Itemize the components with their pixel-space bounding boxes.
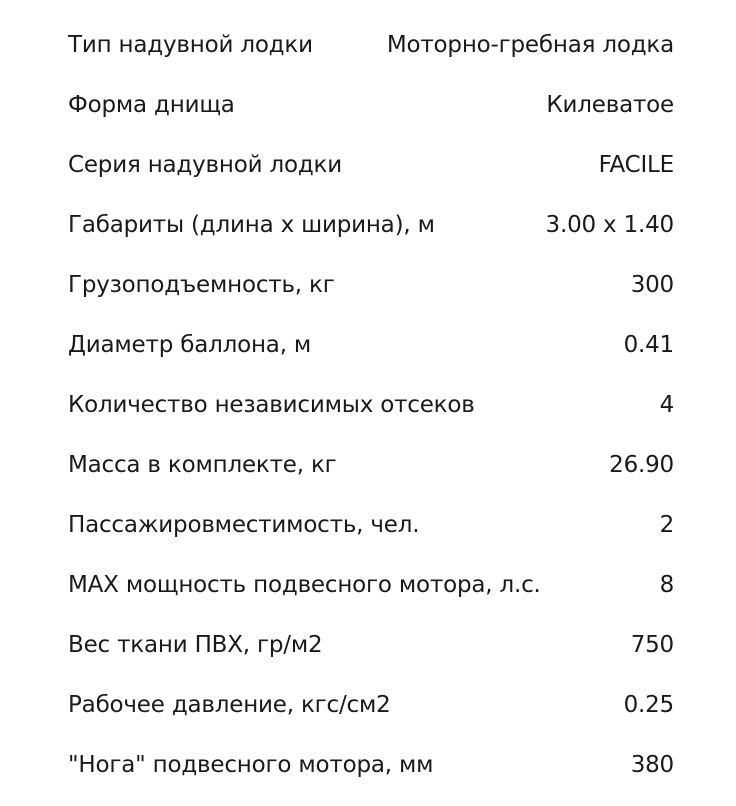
spec-row-pvc-weight (68, 615, 674, 675)
spec-label: Рабочее давление, кгс/см2 (68, 692, 391, 718)
spec-label: "Нога" подвесного мотора, мм (68, 752, 434, 778)
spec-row-max-motor-power (68, 555, 674, 615)
spec-label: Диаметр баллона, м (68, 332, 312, 358)
spec-value: 0.41 (623, 332, 674, 358)
spec-label: Габариты (длина х ширина), м (68, 212, 435, 238)
spec-label: Серия надувной лодки (68, 152, 342, 178)
spec-row-motor-shaft (68, 735, 674, 795)
spec-row-passengers (68, 495, 674, 555)
spec-row-dimensions (68, 195, 674, 255)
spec-row-series (68, 135, 674, 195)
spec-row-working-pressure (68, 675, 674, 735)
spec-row-boat-type (68, 15, 674, 75)
spec-label: Масса в комплекте, кг (68, 452, 337, 478)
spec-value: 8 (659, 572, 674, 598)
spec-value: FACILE (598, 152, 674, 178)
spec-value: 300 (630, 272, 674, 298)
spec-value: 4 (659, 392, 674, 418)
spec-row-tube-diameter (68, 315, 674, 375)
spec-value: 380 (630, 752, 674, 778)
spec-label: MAX мощность подвесного мотора, л.с. (68, 572, 541, 598)
spec-value: 750 (630, 632, 674, 658)
spec-value: 2 (659, 512, 674, 538)
spec-row-compartments (68, 375, 674, 435)
spec-label: Количество независимых отсеков (68, 392, 475, 418)
spec-row-weight (68, 435, 674, 495)
spec-label: Форма днища (68, 92, 235, 118)
spec-label: Грузоподъемность, кг (68, 272, 335, 298)
spec-label: Вес ткани ПВХ, гр/м2 (68, 632, 323, 658)
spec-label: Пассажировместимость, чел. (68, 512, 420, 538)
spec-label: Тип надувной лодки (68, 32, 313, 58)
spec-value: Моторно-гребная лодка (386, 32, 674, 58)
spec-row-hull-shape (68, 75, 674, 135)
spec-value: 26.90 (609, 452, 674, 478)
spec-value: Килеватое (546, 92, 674, 118)
spec-table (68, 15, 674, 795)
spec-value: 0.25 (623, 692, 674, 718)
spec-row-capacity (68, 255, 674, 315)
spec-value: 3.00 x 1.40 (545, 212, 674, 238)
